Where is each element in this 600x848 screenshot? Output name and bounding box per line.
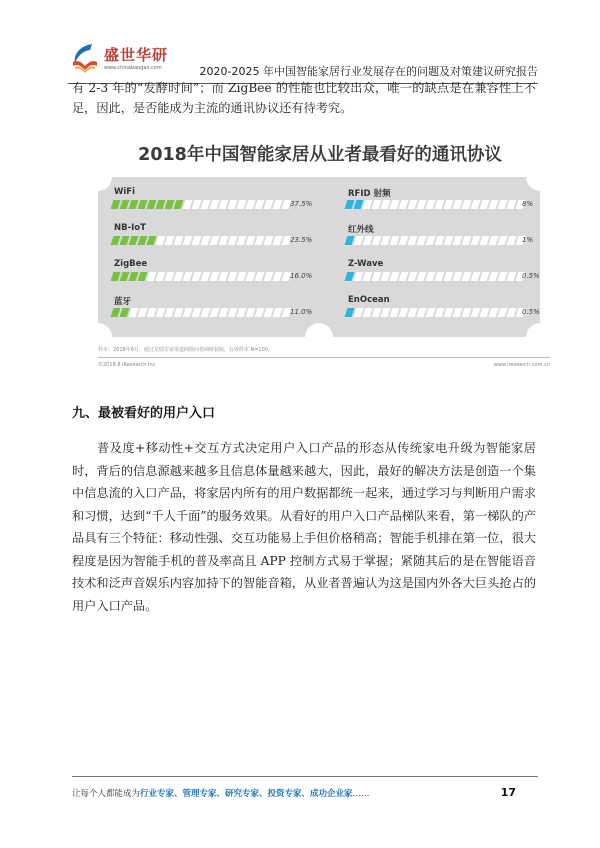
bar <box>346 200 524 209</box>
chart-column-right <box>346 187 540 331</box>
bar-value: 37.5% <box>290 200 313 208</box>
logo-icon <box>70 42 100 74</box>
chart-column-left <box>112 187 312 331</box>
chart-site: www.iresearch.com.cn <box>493 362 550 368</box>
page-number: 17 <box>500 786 516 799</box>
logo-url: www.chinabaogao.com <box>104 65 162 71</box>
section-paragraph: 普及度+移动性+交互方式决定用户入口产品的形态从传统家电升级为智能家居时，背后的信息源越来越多且信息体量越来越大，因此，最好的解决方法是创造一个集中信息流的入口产品，将家居内所有的用户数据都统一起来，通过学习与判断用户需求和习惯，达到“千人千面”的服务效果。从看好的用户入口产品梯队来看，第一梯队的产品具有三个特征：移动性强、交互功能易上手但价格稍高；智能手机排在第一位，很大程度是因为智能手机的普及率高且 APP 控制方式易于掌握；紧随其后的是在智能语音技术和泛声音娱乐内容加持下的智能音箱，从业者普遍认为这是国内外各大巨头抢占的用户入口产品。 <box>72 441 536 613</box>
bar-item <box>346 187 540 223</box>
bar <box>346 236 524 245</box>
panel-corner-cutout <box>98 323 112 337</box>
report-title: 2020-2025 年中国智能家居行业发展存在的问题及对策建议研究报告 <box>199 65 538 78</box>
protocol-chart <box>90 133 550 383</box>
panel-corner-cutout <box>98 177 112 191</box>
footer-divider <box>72 776 538 777</box>
bar-label: Z-Wave <box>348 259 384 269</box>
bar-item <box>112 187 312 223</box>
company-logo <box>68 38 168 78</box>
bar-item <box>112 223 312 259</box>
logo-text: 盛世华研 <box>104 46 169 64</box>
bar-value: 1% <box>522 236 534 244</box>
bar <box>112 272 290 281</box>
chart-source-note: 样本：2018年6月，通过艾瑞专家渠道网络问卷调研获取，有效样本 N=100。 <box>98 347 273 353</box>
bar <box>346 272 524 281</box>
footer-highlight: 行业专家、管理专家、研究专家、投资专家、成功企业家 <box>140 789 353 799</box>
bar <box>112 308 290 317</box>
footer-slogan <box>72 787 370 799</box>
chart-panel <box>98 177 540 337</box>
bar-item <box>112 295 312 331</box>
bar-value: 23.5% <box>290 236 313 244</box>
bar-label: 蓝牙 <box>114 297 132 307</box>
bar-value: 16.0% <box>290 272 313 280</box>
section-heading: 九、最被看好的用户入口 <box>72 406 216 421</box>
bar-item <box>346 295 540 331</box>
bar-value: 8% <box>522 200 534 208</box>
bar-label: EnOcean <box>348 295 390 305</box>
bar-label: ZigBee <box>114 259 148 269</box>
intro-paragraph: 有 2-3 年的“发酵时间”；而 ZigBee 的性能也比较出众，唯一的缺点是在兼容性上不足，因此，是否能成为主流的通讯协议还有待考究。 <box>72 81 536 115</box>
bar <box>112 200 290 209</box>
bar-value: 11.0% <box>290 308 313 316</box>
chart-title: 2018年中国智能家居从业者最看好的通讯协议 <box>138 145 502 165</box>
bar-value: 0.5% <box>522 308 540 316</box>
footer-prefix: 让每个人都能成为 <box>72 789 141 799</box>
bar-label: NB-IoT <box>114 223 146 233</box>
page-header <box>68 36 538 80</box>
bar-label: RFID 射频 <box>348 189 391 199</box>
bar-label: 红外线 <box>348 225 374 235</box>
bar-item <box>112 259 312 295</box>
chart-divider <box>98 357 550 358</box>
footer-suffix: …… <box>352 789 370 799</box>
chart-copyright: ©2018.8 iResearch Inc <box>98 362 156 368</box>
bar-label: WiFi <box>114 187 136 197</box>
bar-value: 0.5% <box>522 272 540 280</box>
bar-item <box>346 259 540 295</box>
bar-item <box>346 223 540 259</box>
bar <box>346 308 524 317</box>
bar <box>112 236 290 245</box>
